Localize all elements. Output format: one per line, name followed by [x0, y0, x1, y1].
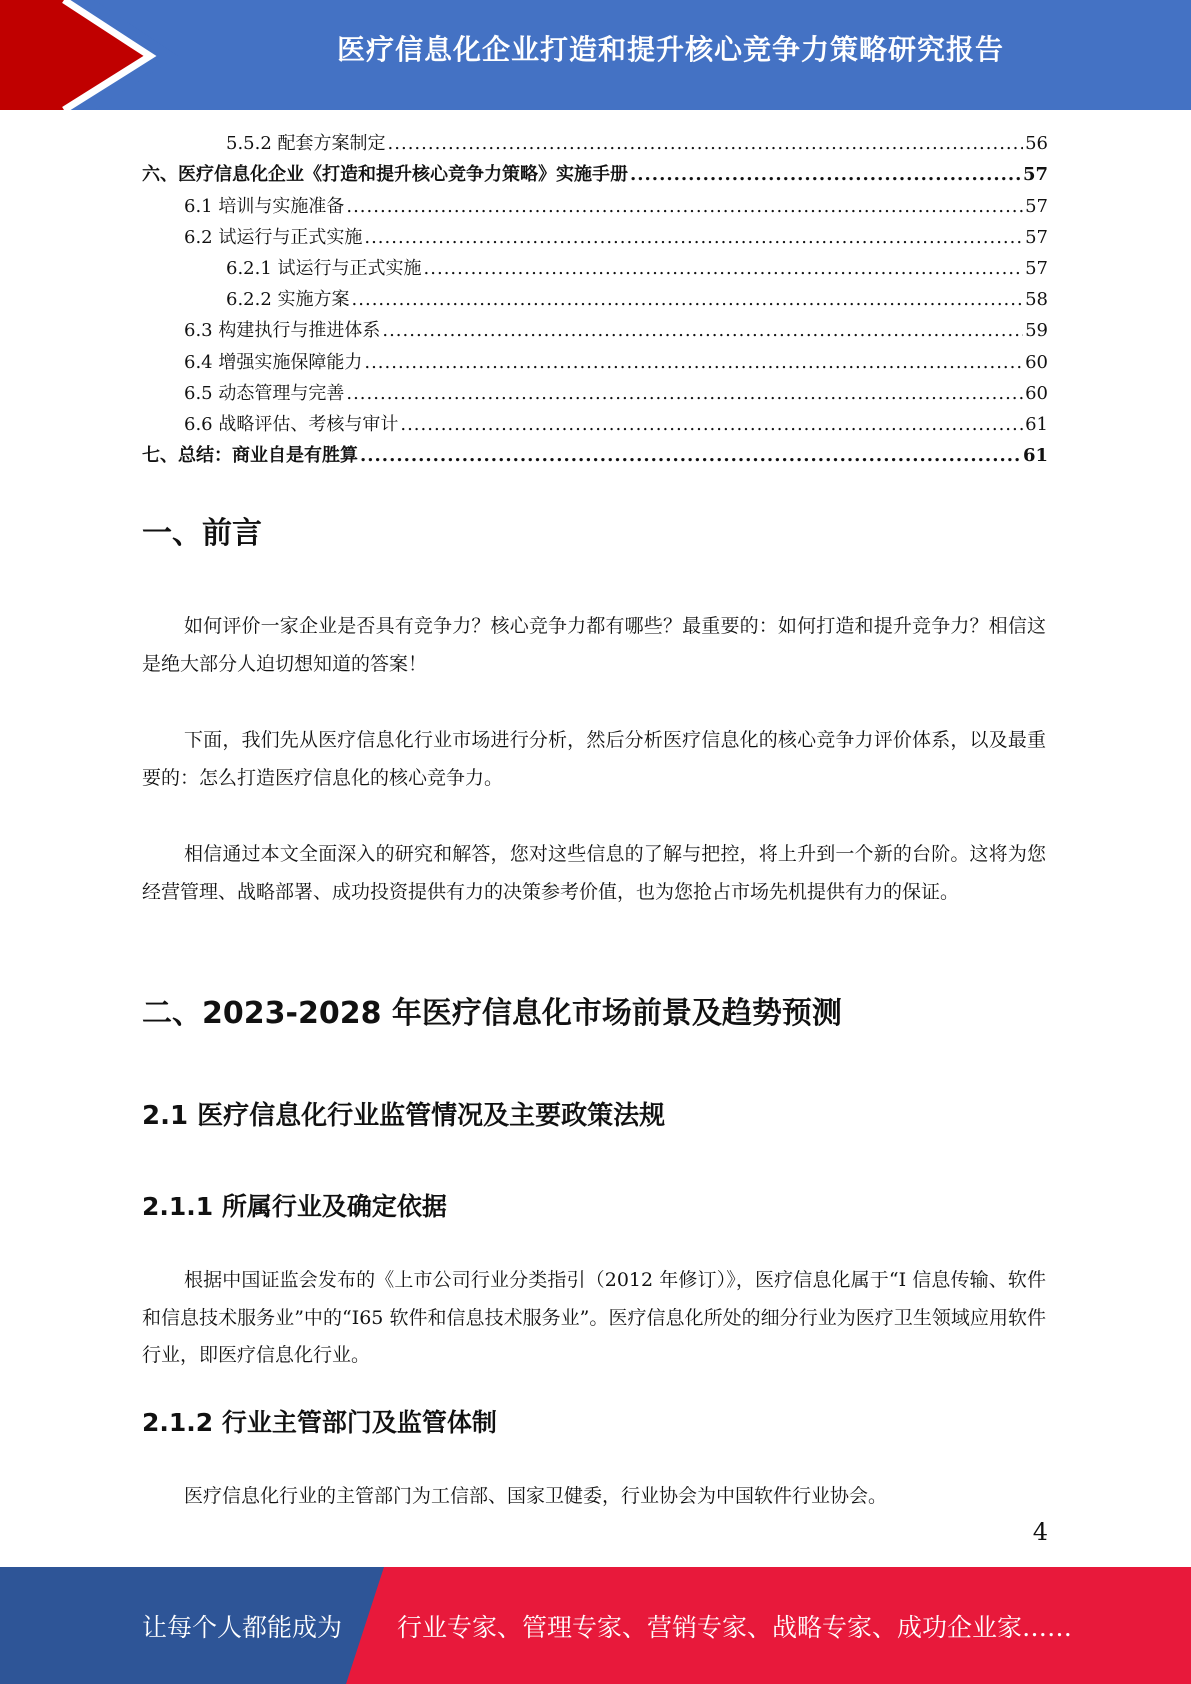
toc-entry[interactable]	[142, 222, 1048, 253]
toc-leader-dots	[400, 409, 1023, 440]
toc-page-number: 60	[1025, 351, 1048, 373]
toc-leader-dots	[352, 284, 1024, 315]
toc-label: 6.2.1 试运行与正式实施	[226, 257, 422, 279]
toc-leader-dots	[364, 222, 1023, 253]
toc-leader-dots	[388, 128, 1024, 159]
toc-leader-dots	[424, 253, 1024, 284]
toc-label: 6.5 动态管理与完善	[184, 382, 345, 404]
toc-page-number: 57	[1025, 195, 1048, 217]
toc-page-number: 57	[1022, 164, 1048, 186]
toc-page-number: 61	[1022, 445, 1048, 467]
toc-label: 6.3 构建执行与推进体系	[184, 320, 381, 342]
body-paragraph: 相信通过本文全面深入的研究和解答，您对这些信息的了解与把控，将上升到一个新的台阶。这将为您经营管理、战略部署、成功投资提供有力的决策参考价值，也为您抢占市场先机提供有力的保证。	[142, 843, 1046, 903]
toc-label: 七、总结：商业自是有胜算	[142, 445, 358, 467]
toc-label: 6.1 培训与实施准备	[184, 195, 345, 217]
toc-entry[interactable]	[142, 253, 1048, 284]
section-heading-market-outlook: 二、2023-2028 年医疗信息化市场前景及趋势预测	[142, 996, 842, 1031]
toc-page-number: 57	[1025, 226, 1048, 248]
toc-leader-dots	[630, 159, 1021, 190]
toc-label: 6.2.2 实施方案	[226, 289, 350, 311]
subsection-heading: 2.1.1 所属行业及确定依据	[142, 1192, 447, 1221]
toc-page-number: 58	[1025, 289, 1048, 311]
toc-entry[interactable]	[142, 159, 1048, 190]
toc-entry[interactable]	[142, 440, 1048, 471]
toc-entry[interactable]	[142, 284, 1048, 315]
toc-entry[interactable]	[142, 346, 1048, 377]
toc-entry[interactable]	[142, 409, 1048, 440]
report-title: 医疗信息化企业打造和提升核心竞争力策略研究报告	[336, 33, 1004, 66]
header-red-arrow	[0, 0, 148, 110]
toc-page-number: 61	[1025, 413, 1048, 435]
toc-label: 5.5.2 配套方案制定	[226, 133, 386, 155]
toc-label: 六、医疗信息化企业《打造和提升核心竞争力策略》实施手册	[142, 164, 628, 186]
section-heading-preface: 一、前言	[142, 516, 262, 551]
toc-entry[interactable]	[142, 190, 1048, 221]
footer-slogan-left: 让每个人都能成为	[142, 1613, 343, 1642]
toc-leader-dots	[346, 378, 1023, 409]
toc-entry[interactable]	[142, 128, 1048, 159]
body-paragraph: 根据中国证监会发布的《上市公司行业分类指引（2012 年修订）》，医疗信息化属于“I 信息传输、软件和信息技术服务业”中的“I65 软件和信息技术服务业”。医疗信息化所处的细分行业为医疗卫生领域应用软件行业，即医疗信息化行业。	[142, 1269, 1046, 1366]
toc-page-number: 56	[1025, 133, 1048, 155]
toc-page-number: 59	[1025, 320, 1048, 342]
toc-entry[interactable]	[142, 315, 1048, 346]
table-of-contents	[142, 128, 1048, 471]
toc-entry[interactable]	[142, 378, 1048, 409]
subsection-heading: 2.1 医疗信息化行业监管情况及主要政策法规	[142, 1101, 666, 1131]
toc-label: 6.6 战略评估、考核与审计	[184, 413, 399, 435]
body-paragraph: 下面，我们先从医疗信息化行业市场进行分析，然后分析医疗信息化的核心竞争力评价体系，以及最重要的：怎么打造医疗信息化的核心竞争力。	[142, 729, 1046, 789]
toc-leader-dots	[346, 191, 1023, 222]
toc-page-number: 57	[1025, 257, 1048, 279]
toc-label: 6.4 增强实施保障能力	[184, 351, 363, 373]
subsection-heading: 2.1.2 行业主管部门及监管体制	[142, 1408, 497, 1437]
body-paragraph: 如何评价一家企业是否具有竞争力？核心竞争力都有哪些？最重要的：如何打造和提升竞争力？相信这是绝大部分人迫切想知道的答案！	[142, 615, 1046, 675]
toc-page-number: 60	[1025, 382, 1048, 404]
toc-leader-dots	[360, 440, 1021, 471]
page-header	[0, 0, 1191, 110]
toc-label: 6.2 试运行与正式实施	[184, 226, 363, 248]
page-number: 4	[1032, 1518, 1048, 1546]
toc-leader-dots	[364, 347, 1023, 378]
page-footer	[0, 1567, 1191, 1684]
body-paragraph: 医疗信息化行业的主管部门为工信部、国家卫健委，行业协会为中国软件行业协会。	[184, 1485, 888, 1507]
footer-slogan-right: 行业专家、管理专家、营销专家、战略专家、成功企业家……	[397, 1613, 1073, 1642]
toc-leader-dots	[382, 315, 1023, 346]
